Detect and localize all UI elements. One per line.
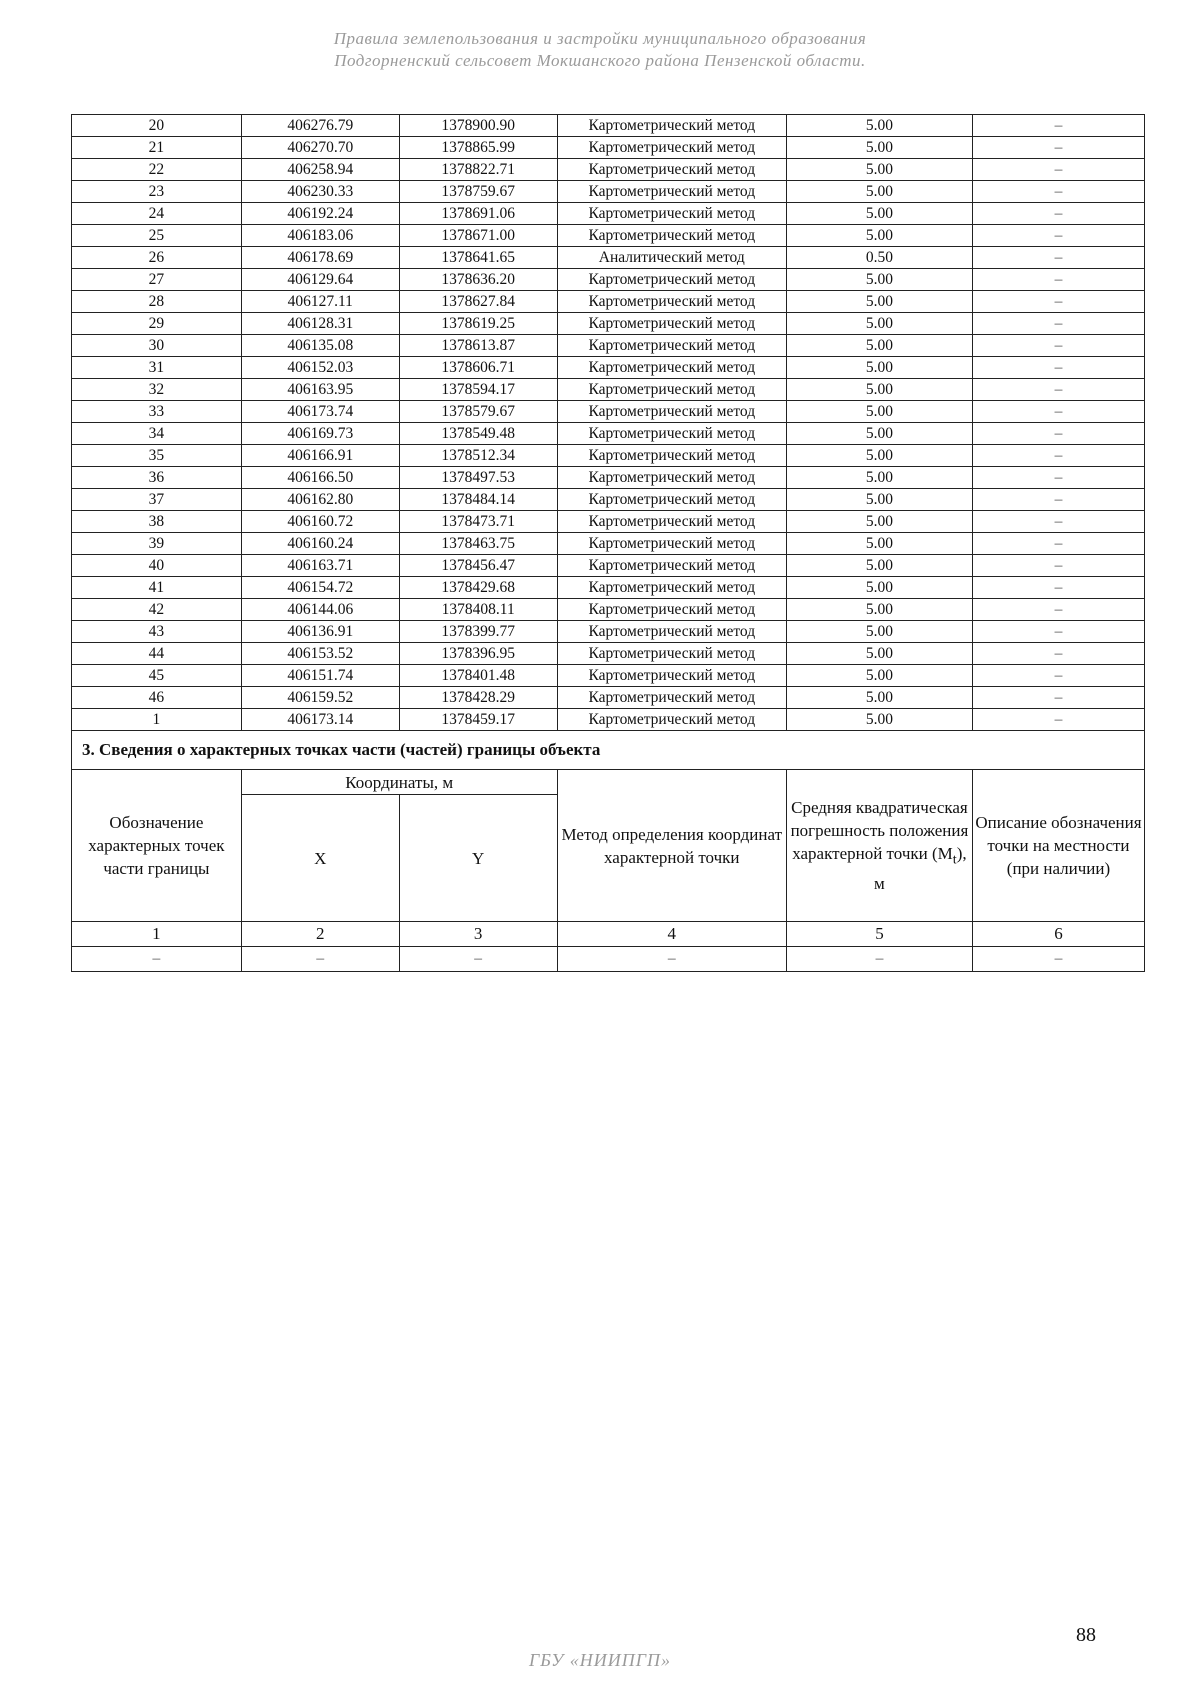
x-coordinate-cell: 406135.08 [241, 335, 399, 357]
error-cell: 5.00 [786, 599, 972, 621]
error-cell: 5.00 [786, 665, 972, 687]
table-row [72, 115, 1145, 137]
x-coordinate-cell: 406178.69 [241, 247, 399, 269]
empty-cell: – [72, 947, 242, 972]
y-coordinate-cell: 1378549.48 [399, 423, 557, 445]
header-mean-error-text: Средняя квадратическая погрешность положения характерной точки (M [790, 798, 969, 864]
x-coordinate-cell: 406258.94 [241, 159, 399, 181]
method-cell: Картометрический метод [557, 489, 786, 511]
x-coordinate-cell: 406128.31 [241, 313, 399, 335]
y-coordinate-cell: 1378473.71 [399, 511, 557, 533]
section-3-title: 3. Сведения о характерных точках части (частей) границы объекта [72, 731, 1145, 770]
y-coordinate-cell: 1378579.67 [399, 401, 557, 423]
error-cell: 5.00 [786, 203, 972, 225]
y-coordinate-cell: 1378399.77 [399, 621, 557, 643]
table-row [72, 159, 1145, 181]
error-cell: 5.00 [786, 511, 972, 533]
method-cell: Картометрический метод [557, 687, 786, 709]
x-coordinate-cell: 406154.72 [241, 577, 399, 599]
x-coordinate-cell: 406162.80 [241, 489, 399, 511]
method-cell: Картометрический метод [557, 357, 786, 379]
x-coordinate-cell: 406153.52 [241, 643, 399, 665]
error-cell: 5.00 [786, 269, 972, 291]
method-cell: Картометрический метод [557, 555, 786, 577]
x-coordinate-cell: 406169.73 [241, 423, 399, 445]
description-cell: – [972, 401, 1144, 423]
description-cell: – [972, 225, 1144, 247]
table-row [72, 357, 1145, 379]
point-number-cell: 24 [72, 203, 242, 225]
x-coordinate-cell: 406163.95 [241, 379, 399, 401]
document-footer: ГБУ «НИИПГП» [529, 1650, 671, 1670]
y-coordinate-cell: 1378641.65 [399, 247, 557, 269]
description-cell: – [972, 555, 1144, 577]
table-row [72, 577, 1145, 599]
table-row [72, 467, 1145, 489]
description-cell: – [972, 533, 1144, 555]
point-number-cell: 33 [72, 401, 242, 423]
y-coordinate-cell: 1378428.29 [399, 687, 557, 709]
point-number-cell: 37 [72, 489, 242, 511]
empty-cell: – [786, 947, 972, 972]
y-coordinate-cell: 1378865.99 [399, 137, 557, 159]
method-cell: Картометрический метод [557, 709, 786, 731]
description-cell: – [972, 269, 1144, 291]
error-cell: 5.00 [786, 643, 972, 665]
y-coordinate-cell: 1378408.11 [399, 599, 557, 621]
description-cell: – [972, 137, 1144, 159]
point-number-cell: 29 [72, 313, 242, 335]
error-cell: 5.00 [786, 181, 972, 203]
header-mean-error-subscript: t [952, 851, 957, 868]
description-cell: – [972, 577, 1144, 599]
description-cell: – [972, 291, 1144, 313]
error-cell: 5.00 [786, 335, 972, 357]
table-row [72, 489, 1145, 511]
point-number-cell: 41 [72, 577, 242, 599]
method-cell: Картометрический метод [557, 577, 786, 599]
method-cell: Картометрический метод [557, 401, 786, 423]
header-method: Метод определения координат характерной точки [557, 770, 786, 922]
method-cell: Картометрический метод [557, 423, 786, 445]
y-coordinate-cell: 1378606.71 [399, 357, 557, 379]
x-coordinate-cell: 406166.50 [241, 467, 399, 489]
description-cell: – [972, 247, 1144, 269]
coordinates-table [71, 114, 1145, 972]
y-coordinate-cell: 1378822.71 [399, 159, 557, 181]
table-row [72, 643, 1145, 665]
point-number-cell: 31 [72, 357, 242, 379]
header-mean-error [786, 770, 972, 922]
error-cell: 5.00 [786, 577, 972, 599]
x-coordinate-cell: 406192.24 [241, 203, 399, 225]
error-cell: 5.00 [786, 687, 972, 709]
y-coordinate-cell: 1378900.90 [399, 115, 557, 137]
method-cell: Картометрический метод [557, 599, 786, 621]
x-coordinate-cell: 406144.06 [241, 599, 399, 621]
method-cell: Картометрический метод [557, 203, 786, 225]
point-number-cell: 43 [72, 621, 242, 643]
table-row [72, 511, 1145, 533]
description-cell: – [972, 489, 1144, 511]
y-coordinate-cell: 1378396.95 [399, 643, 557, 665]
description-cell: – [972, 181, 1144, 203]
y-coordinate-cell: 1378691.06 [399, 203, 557, 225]
method-cell: Картометрический метод [557, 665, 786, 687]
error-cell: 5.00 [786, 115, 972, 137]
x-coordinate-cell: 406160.24 [241, 533, 399, 555]
method-cell: Картометрический метод [557, 467, 786, 489]
document-header [0, 28, 1200, 72]
table-row [72, 401, 1145, 423]
description-cell: – [972, 115, 1144, 137]
error-cell: 5.00 [786, 423, 972, 445]
error-cell: 5.00 [786, 489, 972, 511]
point-number-cell: 38 [72, 511, 242, 533]
point-number-cell: 46 [72, 687, 242, 709]
x-coordinate-cell: 406129.64 [241, 269, 399, 291]
point-number-cell: 1 [72, 709, 242, 731]
column-number: 6 [972, 922, 1144, 947]
description-cell: – [972, 379, 1144, 401]
table-row [72, 599, 1145, 621]
x-coordinate-cell: 406173.74 [241, 401, 399, 423]
description-cell: – [972, 335, 1144, 357]
page-number: 88 [1076, 1624, 1096, 1646]
error-cell: 5.00 [786, 159, 972, 181]
table-row [72, 709, 1145, 731]
empty-cell: – [972, 947, 1144, 972]
description-cell: – [972, 357, 1144, 379]
y-coordinate-cell: 1378484.14 [399, 489, 557, 511]
point-number-cell: 25 [72, 225, 242, 247]
method-cell: Картометрический метод [557, 379, 786, 401]
y-coordinate-cell: 1378671.00 [399, 225, 557, 247]
table-row [72, 269, 1145, 291]
method-cell: Картометрический метод [557, 621, 786, 643]
table-row [72, 247, 1145, 269]
empty-cell: – [399, 947, 557, 972]
table-row [72, 313, 1145, 335]
y-coordinate-cell: 1378459.17 [399, 709, 557, 731]
x-coordinate-cell: 406166.91 [241, 445, 399, 467]
method-cell: Картометрический метод [557, 269, 786, 291]
description-cell: – [972, 665, 1144, 687]
header-point-designation: Обозначение характерных точек части границы [72, 770, 242, 922]
table-row [72, 181, 1145, 203]
x-coordinate-cell: 406173.14 [241, 709, 399, 731]
method-cell: Картометрический метод [557, 533, 786, 555]
y-coordinate-cell: 1378429.68 [399, 577, 557, 599]
method-cell: Картометрический метод [557, 445, 786, 467]
method-cell: Картометрический метод [557, 643, 786, 665]
y-coordinate-cell: 1378759.67 [399, 181, 557, 203]
point-number-cell: 26 [72, 247, 242, 269]
description-cell: – [972, 313, 1144, 335]
point-number-cell: 42 [72, 599, 242, 621]
table-row [72, 555, 1145, 577]
method-cell: Картометрический метод [557, 511, 786, 533]
x-coordinate-cell: 406163.71 [241, 555, 399, 577]
y-coordinate-cell: 1378613.87 [399, 335, 557, 357]
point-number-cell: 44 [72, 643, 242, 665]
x-coordinate-cell: 406136.91 [241, 621, 399, 643]
method-cell: Картометрический метод [557, 225, 786, 247]
description-cell: – [972, 643, 1144, 665]
x-coordinate-cell: 406152.03 [241, 357, 399, 379]
description-cell: – [972, 687, 1144, 709]
description-cell: – [972, 423, 1144, 445]
method-cell: Аналитический метод [557, 247, 786, 269]
error-cell: 5.00 [786, 291, 972, 313]
header-coordinates: Координаты, м [241, 770, 557, 795]
description-cell: – [972, 203, 1144, 225]
column-number: 2 [241, 922, 399, 947]
x-coordinate-cell: 406160.72 [241, 511, 399, 533]
column-number: 4 [557, 922, 786, 947]
x-coordinate-cell: 406270.70 [241, 137, 399, 159]
point-number-cell: 20 [72, 115, 242, 137]
empty-cell: – [241, 947, 399, 972]
error-cell: 5.00 [786, 621, 972, 643]
description-cell: – [972, 709, 1144, 731]
table-row [72, 379, 1145, 401]
table-row [72, 291, 1145, 313]
y-coordinate-cell: 1378594.17 [399, 379, 557, 401]
header-x: X [241, 795, 399, 922]
point-number-cell: 39 [72, 533, 242, 555]
description-cell: – [972, 159, 1144, 181]
y-coordinate-cell: 1378636.20 [399, 269, 557, 291]
table-row [72, 687, 1145, 709]
table-row [72, 621, 1145, 643]
y-coordinate-cell: 1378512.34 [399, 445, 557, 467]
header-line-2: Подгорненский сельсовет Мокшанского района Пензенской области. [334, 51, 866, 70]
y-coordinate-cell: 1378401.48 [399, 665, 557, 687]
table-row [72, 225, 1145, 247]
method-cell: Картометрический метод [557, 181, 786, 203]
description-cell: – [972, 621, 1144, 643]
description-cell: – [972, 445, 1144, 467]
point-number-cell: 32 [72, 379, 242, 401]
description-cell: – [972, 599, 1144, 621]
error-cell: 0.50 [786, 247, 972, 269]
error-cell: 5.00 [786, 225, 972, 247]
point-number-cell: 45 [72, 665, 242, 687]
header-mean-error-unit: ), м [874, 844, 967, 893]
error-cell: 5.00 [786, 379, 972, 401]
error-cell: 5.00 [786, 709, 972, 731]
point-number-cell: 35 [72, 445, 242, 467]
method-cell: Картометрический метод [557, 335, 786, 357]
y-coordinate-cell: 1378497.53 [399, 467, 557, 489]
description-cell: – [972, 511, 1144, 533]
header-line-1: Правила землепользования и застройки муниципального образования [333, 29, 867, 48]
x-coordinate-cell: 406230.33 [241, 181, 399, 203]
error-cell: 5.00 [786, 357, 972, 379]
error-cell: 5.00 [786, 401, 972, 423]
point-number-cell: 28 [72, 291, 242, 313]
x-coordinate-cell: 406183.06 [241, 225, 399, 247]
y-coordinate-cell: 1378463.75 [399, 533, 557, 555]
error-cell: 5.00 [786, 467, 972, 489]
boundary-points-rows [72, 115, 1145, 731]
table-row [72, 665, 1145, 687]
table-row [72, 423, 1145, 445]
point-number-cell: 27 [72, 269, 242, 291]
method-cell: Картометрический метод [557, 159, 786, 181]
description-cell: – [972, 467, 1144, 489]
point-number-cell: 36 [72, 467, 242, 489]
x-coordinate-cell: 406151.74 [241, 665, 399, 687]
table-row [72, 137, 1145, 159]
column-number: 3 [399, 922, 557, 947]
x-coordinate-cell: 406127.11 [241, 291, 399, 313]
error-cell: 5.00 [786, 445, 972, 467]
column-number: 5 [786, 922, 972, 947]
point-number-cell: 34 [72, 423, 242, 445]
empty-cell: – [557, 947, 786, 972]
column-number: 1 [72, 922, 242, 947]
y-coordinate-cell: 1378619.25 [399, 313, 557, 335]
point-number-cell: 23 [72, 181, 242, 203]
method-cell: Картометрический метод [557, 291, 786, 313]
method-cell: Картометрический метод [557, 115, 786, 137]
table-row [72, 533, 1145, 555]
y-coordinate-cell: 1378456.47 [399, 555, 557, 577]
method-cell: Картометрический метод [557, 313, 786, 335]
header-description: Описание обозначения точки на местности (при наличии) [972, 770, 1144, 922]
table-row [72, 445, 1145, 467]
point-number-cell: 22 [72, 159, 242, 181]
x-coordinate-cell: 406276.79 [241, 115, 399, 137]
error-cell: 5.00 [786, 137, 972, 159]
section-3 [72, 731, 1145, 972]
error-cell: 5.00 [786, 313, 972, 335]
method-cell: Картометрический метод [557, 137, 786, 159]
point-number-cell: 30 [72, 335, 242, 357]
y-coordinate-cell: 1378627.84 [399, 291, 557, 313]
error-cell: 5.00 [786, 555, 972, 577]
header-y: Y [399, 795, 557, 922]
table-row [72, 335, 1145, 357]
table-row [72, 203, 1145, 225]
error-cell: 5.00 [786, 533, 972, 555]
point-number-cell: 21 [72, 137, 242, 159]
point-number-cell: 40 [72, 555, 242, 577]
x-coordinate-cell: 406159.52 [241, 687, 399, 709]
